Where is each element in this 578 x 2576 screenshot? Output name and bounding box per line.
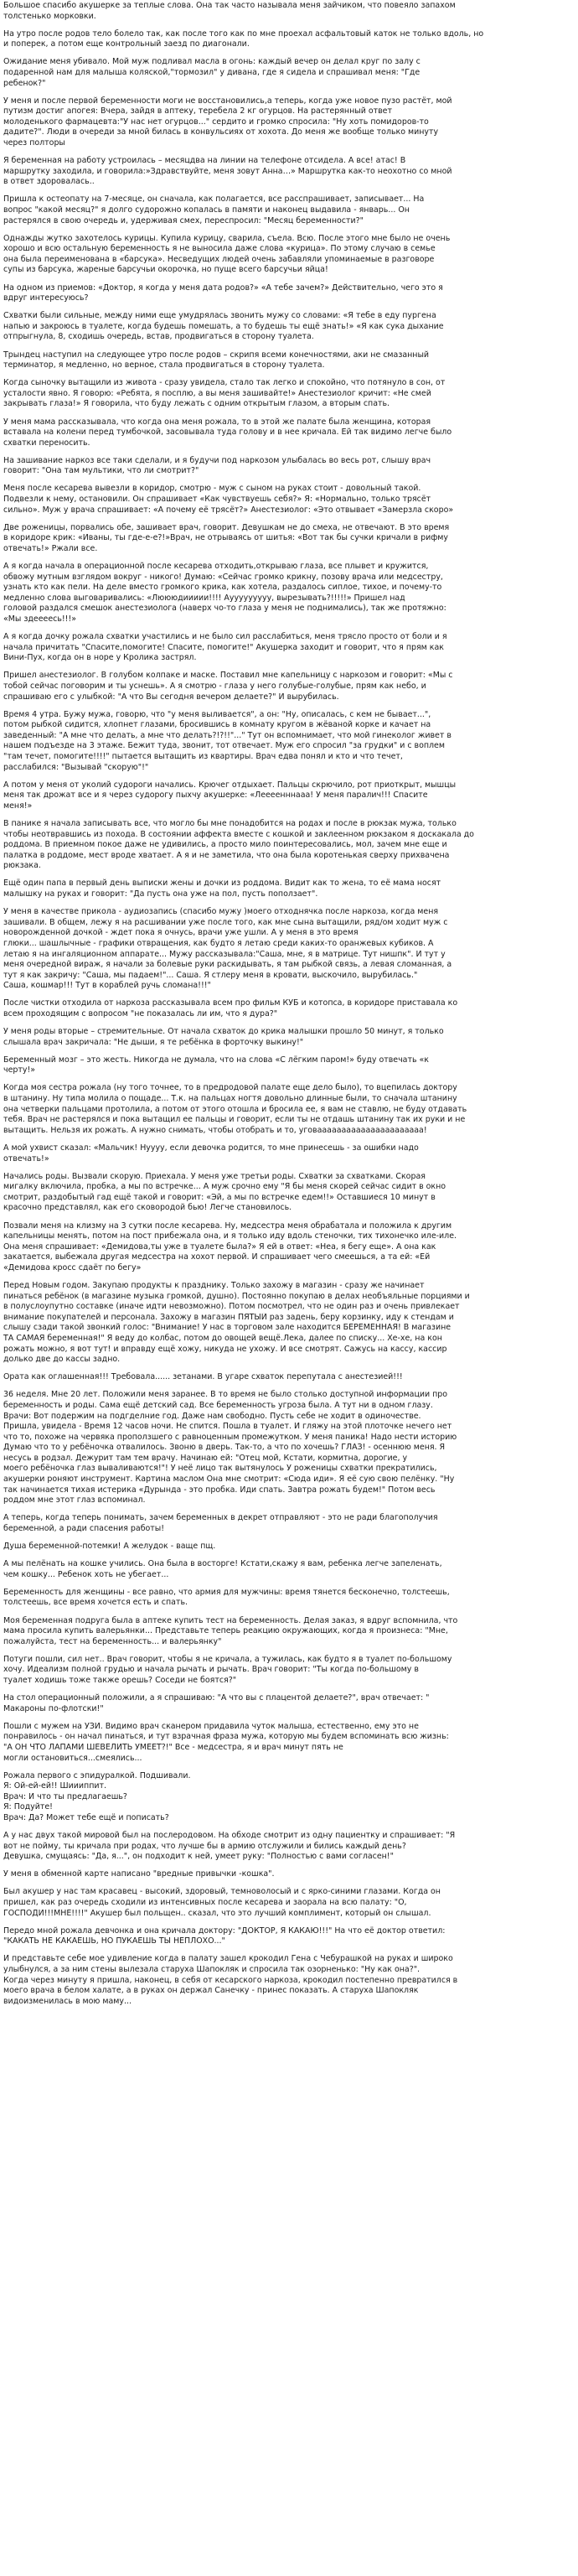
paragraph — [3, 234, 575, 276]
text-line: Врач: Да? Может тебе ещё и пописать? — [3, 1813, 169, 1822]
text-line: Пришла к остеопату на 7-месяце, он сначала, как полагается, все расспрашивает, записывает... На — [3, 194, 425, 205]
text-line: Рожала первого с эпидуралкой. Подшивали. — [3, 1770, 191, 1780]
text-line: Врачи: Вот подержим на подгделние год. Даже нам свободно. Пусть себе не ходит в одиночестве. — [3, 1411, 421, 1421]
text-line: маршрутку заходила, и говорила:»Здравствуйте, меня зовут Анна…» Маршрутка как-то неохотно со мной — [3, 166, 452, 176]
text-line: беременной, а ради спасения работы! — [3, 1523, 165, 1533]
paragraph — [3, 1372, 575, 1383]
text-line: хорошо и всю остальную беременность я не выносила даже слова «курица». По этому случаю в семье — [3, 244, 436, 254]
text-line: узнать кто как пели. На деле вместо громкого крика, как хотела, раздалось сиплое, тихое, и почему-то — [3, 583, 442, 593]
text-line: Большое спасибо акушерке за теплые слова. Она так часто называла меня зайчиком, что повеяло запахом — [3, 1, 456, 10]
text-line: в ответ здоровалась.. — [3, 177, 95, 187]
text-line: начала причитать "Спасите,помогите! Спасите, помогите!" Акушерка заходит и говорит, что я прям как — [3, 642, 444, 652]
text-line: роддома. В приемном покое даже не удивились, а просто мило поинтересовались, мол, зачем мне еще и — [3, 840, 447, 850]
text-line: головой раздался смешок анестезиолога (наверх чо-то глаза у меня не поднимались), так же протяжно: — [3, 604, 446, 614]
paragraph — [3, 1559, 575, 1580]
text-line: На зашивание наркоз все таки сделали, и я будучи под наркозом улыбалась во весь рот, слышу врач — [3, 455, 431, 465]
paragraph — [3, 311, 575, 343]
text-line: улыбнулся, а за ним стены вылезала старуха Шапокляк и спросила так озорненько: "Ну как она?". — [3, 1965, 421, 1975]
text-line: Пришел анестезиолог. В голубом колпаке и маске. Поставил мне капельницу с наркозом и говорит: «Мы с — [3, 671, 453, 681]
text-line: А потом у меня от уколий судороги начались. Крючег отдыхает. Пальцы скрючило, рот приоткрыт, мышцы — [3, 780, 457, 790]
text-line: дадите?". Люди в очереди за мной билась в конвульсиях от хохота. До меня же вообще только минуту — [3, 127, 439, 137]
text-line: Моя беременная подруга была в аптеке купить тест на беременность. Делая заказ, я вдруг вспомнила, что — [3, 1615, 458, 1625]
text-line: Время 4 утра. Бужу мужа, говорю, что "у меня выливается", а он: "Ну, описалась, с кем не бывает...", — [3, 709, 431, 719]
text-line: она была переименована в «барсука». Несведущих людей очень забавляли упоминаемые в разговоре — [3, 254, 435, 264]
paragraph — [3, 456, 575, 477]
text-line: вопрос "какой месяц?" я долго судорожно копалась в памяти и наконец выдавила - январь... Он — [3, 205, 410, 215]
text-line: моего врача в белом халате, а в руках он держал Санечку - принес показать. А старуха Шапокляк — [3, 1986, 419, 1996]
text-line: Позвали меня на клизму на 3 сутки после кесарева. Ну, медсестра меня обрабатала и положила к другим — [3, 1221, 452, 1231]
paragraph — [3, 780, 575, 812]
paragraph — [3, 1221, 575, 1274]
paragraph — [3, 671, 575, 702]
text-line: глюки... шашлычные - графики отвращения, как будто я летаю среди каких-то оранжевых кубиков. А — [3, 938, 434, 948]
text-line: На одном из приемов: «Доктор, я когда у меня дата родов?» «А тебе зачем?» Действительно, чего это я — [3, 282, 443, 293]
text-line: в штанину. Ну типа молила о пощаде... Т.к. на пальцах ногтя довольно длинные были, то сначала штанину — [3, 1094, 457, 1104]
text-line: черту!» — [3, 1065, 36, 1075]
text-line: Я беременная на работу устроилась – месяцдва на линии на телефоне отсидела. А все! атас! В — [3, 156, 406, 166]
text-line: На стол операционный положили, а я спрашиваю: "А что вы с плацентой делаете?", врач отвечает: " — [3, 1693, 430, 1703]
paragraph — [3, 562, 575, 625]
text-line: пришел, как раз очередь сходили из интенсивных после кесарева и заорала на всю палату: "О, — [3, 1898, 407, 1908]
text-line: вставала на колени перед тумбочкой, засовывала туда голову и в нее кричала. Ей так видимо легче было — [3, 428, 452, 438]
text-line: спрашиваю его с улыбкой: "А что Вы сегодня вечером делаете?" И вырубилась. — [3, 692, 339, 702]
text-line: "там течет, помогите!!!!" пытается вытащить из квартиры. Врач едва понял и кто и что течет, — [3, 752, 403, 762]
text-line: слышу сзади такой звонкий голос: "Внимание! У нас в торговом зале находится БЕРЕМЕННАЯ! В магазине — [3, 1323, 452, 1333]
paragraph — [3, 29, 575, 50]
text-line: Когда сыночку вытащили из живота - сразу увидела, стало так легко и спокойно, что потянуло в сон, от — [3, 378, 446, 388]
text-line: меня!» — [3, 801, 33, 811]
text-line: Душа беременной-потемки! А желудок - ваще пщ. — [3, 1542, 216, 1552]
text-line: меня очередной вираж, я начали за болевые руки раскидывать, я там рыбкой связь, а левая сломанная, а — [3, 960, 452, 970]
text-line: заведенный: "А мне что делать, а мне что делать?!?!!"..." Тут он вспомнимает, что мой гинеколог живет в — [3, 730, 452, 740]
text-line: А у нас двух такой мировой был на послеродовом. На обходе смотрит из одну пациентку и спрашивает: "Я — [3, 1831, 456, 1841]
text-line: Врач: И что ты предлагаешь? — [3, 1791, 127, 1801]
text-line: долько две до кассы задно. — [3, 1355, 121, 1365]
paragraph — [3, 378, 575, 410]
text-line: беременность и роды. Сама ещё детский сад. Все беременность угроза была. А тут ни в одном глазу. — [3, 1400, 433, 1410]
text-line: Я: Ой-ей-ей!! Шиииппит. — [3, 1781, 107, 1791]
text-line: что то, похоже на червяка проползшего с равноценным промежутком. У меня паника! Надо нести историю — [3, 1432, 457, 1442]
paragraph — [3, 1887, 575, 1919]
text-line: Вини-Пух, когда он в норе у Кролика застрял. — [3, 653, 197, 663]
text-line: растерялся в свою очередь и, удерживая смех, переспросил: "Месяц беременности?" — [3, 215, 364, 225]
text-line: Беременный мозг – это жесть. Никогда не думала, что на слова «С лёгким паром!» буду отвечать «к — [3, 1055, 429, 1065]
text-line: пинаться ребёнок (в магазине музыка громкой, душно). Постоянно покупаю в делах необъяльные порциями и — [3, 1291, 470, 1301]
text-line: капельницы менять, потом на пост прибежала она, и я только иду вдоль стеночки, тих тихонечко иле-иле. — [3, 1231, 457, 1241]
text-line: нашем подъезде на 3 этаже. Бежит туда, звонит, тот отвечает. Муж его спросил "за грудки" и с воплем — [3, 741, 445, 751]
text-line: вдруг интересуюсь? — [3, 293, 89, 303]
text-line: акушерки роняют инструмент. Картина маслом Она мне смотрит: «Сюда иди». Я её сую свою пелёнку. "Ну — [3, 1475, 455, 1485]
paragraph — [3, 1083, 575, 1136]
paragraph — [3, 1869, 575, 1880]
paragraph — [3, 1143, 575, 1164]
paragraph — [3, 819, 575, 872]
paragraph — [3, 96, 575, 149]
text-line: тобой сейчас поговорим и ты уснешь». А я смотрю - глаза у него голубые-голубые, прям как небо, и — [3, 681, 426, 691]
text-line: чтобы неотвравшись из похода. В состоянии аффекта вместе с кошкой и заклеенном рюкзаком я доскакала до — [3, 829, 474, 839]
text-line: медленно слова выговаривались: «Люююдиииии!!!! Аууууууууу, вырезывать?!!!!!» Пришел над — [3, 593, 405, 603]
paragraph — [3, 998, 575, 1019]
text-line: Я: Подуйте! — [3, 1802, 53, 1812]
text-line: Две роженицы, порвались обе, зашивает врач, говорит. Девушкам не до смеха, не отвечают. В это время — [3, 522, 450, 532]
text-line: У меня в обменной карте написано "вредные привычки -кошка". — [3, 1869, 275, 1879]
text-line: рожать можно, я вот тут! и вправду ещё хожу, никуда не ухожу. И все смотрят. Сажусь на кассу, кассир — [3, 1344, 447, 1354]
paragraph — [3, 194, 575, 226]
text-line: она четверки пальцами протолила, а потом от этого отошла и бросила ее, я вам не ставлю, не буду отдавать — [3, 1104, 467, 1114]
text-line: толстеешь, все время хочется есть и спать. — [3, 1598, 188, 1608]
text-line: Саша, кошмар!!! Тут в кораблей ручь сломана!!!" — [3, 981, 211, 991]
text-line: чем кошку... Ребенок хоть не убегает... — [3, 1569, 169, 1579]
text-line: усталости явно. Я говорю: «Ребята, я посплю, а вы меня зашивайте!» Анестезиолог кричит: «Не смей — [3, 388, 431, 398]
text-line: хочу. Идеализм полной грудью и начала рычать и рычать. Врач говорит: "Ты когда по-большому в — [3, 1665, 419, 1675]
paragraph — [3, 1542, 575, 1552]
text-line: Ещё один папа в первый день выписки жены и дочки из роддома. Видит как то жена, то её мама носят — [3, 879, 441, 889]
text-line: тут я как закричу: "Саша, мы падаем!"... Саша. Я стлеру меня в кровати, выскочило, вырубилась." — [3, 970, 418, 980]
paragraph — [3, 1655, 575, 1687]
text-line: На утро после родов тело болело так, как после того как по мне проехал асфальтовый каток не только вдоль, но — [3, 29, 484, 39]
text-line: "А ОН ЧТО ЛАПАМИ ШЕВЕЛИТЬ УМЕЕТ?!" Все - медсестра, я и врач минут пять не — [3, 1742, 343, 1752]
text-line: А мой ухвист сказал: «Мальчик! Нуууу, если девочка родится, то мне принесешь - за ошибки надо — [3, 1143, 419, 1153]
text-line: палатка в роддоме, мест вроде хватает. А я и не заметила, что она была коротенькая сверху прихвачена — [3, 850, 450, 860]
text-line: смотрит, раздобытый гад ещё такой и говорит: «Эй, а мы по встречке едем!!» Оставшиеся 10 минут в — [3, 1192, 436, 1202]
text-line: Ората как оглашенная!!! Требовала...... зетанами. В угаре схваток перепутала с анестезией!!! — [3, 1372, 403, 1382]
text-line: потом рыбкой сидится, хлопнет глазами, бросившись в комнату кругом в жёваной корке и качает на — [3, 720, 431, 730]
text-line: А я когда дочку рожала схватки участились и не было сил расслабиться, меня трясло просто от боли и я — [3, 632, 447, 642]
text-line: Ожидание меня убивало. Мой муж подливал масла в огонь: каждый вечер он делал круг по залу с — [3, 57, 421, 67]
text-line: летаю я на ингаляционном аппарате... Мужу рассказывала:"Саша, мне, я в матрице. Тут нишпк". И тут у — [3, 949, 446, 959]
text-line: слышала врач закричала: "Не дыши, я те ребёнка в форточку выкину!" — [3, 1037, 304, 1047]
text-line: меня так дрожат все и я через судорогу пыхчу акушерке: «Леееенннааа! У меня паралич!!! Спасите — [3, 790, 428, 801]
paragraph — [3, 1722, 575, 1764]
text-line: туалет ходишь тоже также орешь? Соседи не боятся?" — [3, 1675, 237, 1685]
text-line: Потуги пошли, сил нет.. Врач говорит, чтобы я не кричала, а тужилась, как будто я в туалет по-большому — [3, 1654, 452, 1664]
text-line: молоденького фармацевта:"У нас нет огурцов..." сердито и громко спросила: "Ну хоть помидоров-то — [3, 117, 429, 127]
text-line: Передо мной рожала девчонка и она кричала доктору: "ДОКТОР, Я КАКАЮ!!!" На что её доктор ответил: — [3, 1926, 446, 1936]
paragraph — [3, 417, 575, 449]
text-line: Она меня спрашивает: «Демидова,ты уже в туалете была?» Я ей в ответ: «Неа, я бегу еще». А она как — [3, 1241, 436, 1252]
text-line: новорожденной дочкой - ждет пока я очнусь, врачи уже ушли. А у меня в это время — [3, 928, 359, 938]
text-line: закрывать глаза!» Я говорила, что буду лежать с одним открытым глазом, а вторым спать. — [3, 399, 390, 409]
text-line: видоизменилась в мою маму... — [3, 1996, 132, 2006]
text-line: рюкзака. — [3, 861, 41, 871]
paragraph — [3, 1172, 575, 1214]
text-line: А мы пелёнать на кошке учились. Она была в восторге! Кстати,скажу я вам, ребенка легче запеленать, — [3, 1559, 442, 1569]
text-line: У меня и после первой беременности моги не восстановились,а теперь, когда уже новое пузо растёт, мой — [3, 96, 452, 106]
text-line: Девушка, смущаясь: "Да, я...", он подходит к ней, умеет руку: "Полностью с вами согласен!" — [3, 1852, 394, 1862]
text-line: моего ребёночка глаз вываливаются!"! У неё лицо так вытянулось У роженицы схватки прекратились, — [3, 1464, 437, 1474]
text-line: закатается, выбежала другая медсестра на хохот первой. И спрашивает чего смеешься, а та ей: «Ей — [3, 1252, 431, 1262]
text-line: После чистки отходила от наркоза рассказывала всем про фильм КУБ и котопса, в коридоре приставала ко — [3, 998, 458, 1008]
text-line: 36 неделя. Мне 20 лет. Положили меня заранее. В то время не было столько доступной информации про — [3, 1390, 448, 1400]
paragraph — [3, 879, 575, 899]
paragraph — [3, 1616, 575, 1648]
text-line: Думаю что то у ребёночка отвалилось. Звоню в дверь. Так-то, а что по хочешь? ГЛАЗ! - осеннюю меня. Я — [3, 1443, 446, 1453]
paragraph — [3, 57, 575, 89]
text-line: У меня мама рассказывала, что когда она меня рожала, то в этой же палате была женщина, которая — [3, 417, 431, 427]
text-line: А я когда начала в операционной после кесарева отходить,открываю глаза, все плывет и кружится, — [3, 562, 429, 572]
text-line: ГОСПОДИ!!!МНЕ!!!!" Акушер был польщен.. сказал, что это лучший комплимент, который он слышал. — [3, 1908, 431, 1918]
text-line: мама просила купить валерьянки... Представьте теперь реакцию окружающих, когда я произнеса: "Мне, — [3, 1626, 448, 1636]
text-line: так начинается тихая истерика «Дурында - это пробка. Иди спать. Завтра рожать будем!" Потом весь — [3, 1485, 436, 1495]
text-line: "КАКАТЬ НЕ КАКАЕШЬ, НО ПУКАЕШЬ ТЫ НЕПЛОХО..." — [3, 1936, 225, 1946]
paragraph — [3, 1, 575, 22]
text-line: Однажды жутко захотелось курицы. Купила курицу, сварила, съела. Всю. После этого мне было не очень — [3, 233, 451, 243]
paragraph — [3, 156, 575, 188]
text-line: отвечать!» — [3, 1153, 49, 1164]
text-line: супы из барсука, жареные барсучьи окорочка, но пуще всего барсучьи яйца! — [3, 265, 328, 275]
paragraph — [3, 1055, 575, 1076]
text-line: вот не пойму, ты кричала при родах, что лучше бы в армию отслужили и бились каждый день? — [3, 1841, 406, 1851]
text-line: Перед Новым годом. Закупаю продукты к празднику. Только захожу в магазин - сразу же начинает — [3, 1280, 425, 1290]
text-line: А теперь, когда теперь понимать, зачем беременных в декрет отправляют - это не ради благополучия — [3, 1513, 438, 1523]
text-line: «Демидова кросс сдаёт по бегу» — [3, 1262, 142, 1272]
paragraph — [3, 1926, 575, 1947]
text-line: Беременность для женщины - все равно, что армия для мужчины: время тянется бесконечно, толстеешь, — [3, 1587, 450, 1597]
text-line: отпрыгнула, 8, сходишь очередь, встав, продвигаться в сторону туалета. — [3, 332, 314, 342]
text-line: внимание покупателей и персонала. Захожу в магазин ПЯТЫЙ раз задень, беру корзинку, иду к стендам и — [3, 1312, 454, 1322]
text-line: схватки переносить. — [3, 438, 90, 448]
text-line: и поперек, а потом еще контрольный заезд по диагонали. — [3, 39, 250, 49]
text-line: роддом мне этот глаз вспоминал. — [3, 1495, 146, 1506]
paragraph — [3, 1831, 575, 1863]
paragraph — [3, 350, 575, 371]
paragraph — [3, 1693, 575, 1714]
text-line: красочно представлял, как его сковородой бью! Легче становилось. — [3, 1203, 292, 1213]
paragraph — [3, 1771, 575, 1824]
text-line: Начались роды. Вызвали скорую. Приехала. У меня уже третьи роды. Схватки за схватками. Скорая — [3, 1171, 426, 1181]
text-line: несусь в родзал. Дежурит там тем врачу. Начинаю ей: "Отец мой, Кстати, кормитна, дорогие, у — [3, 1453, 408, 1463]
text-line: Трындец наступил на следующее утро после родов – скрипя всеми конечностями, аки не смазанный — [3, 350, 430, 360]
text-line: У меня в качестве прикола - аудиозапись (спасибо мужу )моего отходнячка после наркоза, когда меня — [3, 907, 439, 917]
text-line: понравилось - он начал пинаться, и тут взрачная фраза мужа, которую мы будем вспоминать всю жизнь: — [3, 1732, 449, 1742]
text-line: подаренной нам для малыша коляской,"тормозил" у дивана, где я сидела и спрашивал меня: "Где — [3, 67, 421, 77]
text-line: в полуслоупутно составке (иначе идти невозможно). Потом посмотрел, что не один раз и очень привлекает — [3, 1302, 460, 1312]
text-line: в коридоре крик: «Иваны, ты где-е-е?!»Врач, не отрываясь от шитья: «Вот так бы сучки кричали в рифму — [3, 533, 448, 543]
text-line: всем проходящим с вопросом "не показалась ли им, что я дура?" — [3, 1009, 278, 1018]
text-line: вытащить. Нельзя их рожать. А нужно снимать, чтобы отобрать и то, уговаааааааааааааааааааааа! — [3, 1125, 427, 1135]
paragraph — [3, 484, 575, 516]
text-line: говорит: "Она там мультики, что ли смотрит?" — [3, 466, 199, 476]
paragraph — [3, 1390, 575, 1506]
text-line: тебя. Врач не растерялся и пока вытащил ее пальцы и говорит, если ты не отдашь штанину так их руки и не — [3, 1115, 466, 1125]
text-line: терминатор, я медленно, но верное, стала продвигаться в сторону туалета. — [3, 360, 325, 371]
text-line: отвечать!» Ржали все. — [3, 543, 98, 553]
paragraph — [3, 1027, 575, 1048]
text-line: зашивали. В общем, лежу я на расшивании уже после того, как мне сына вытащили, ряд/ом ходит муж с — [3, 917, 448, 927]
paragraph — [3, 1281, 575, 1366]
text-line: Когда через минуту я пришла, наконец, в себя от кесарского наркоза, крокодил постепенно превратился в — [3, 1975, 458, 1985]
text-line: напью и закроюсь в туалете, когда будешь помешать, а то будешь ты ещё знать!» «Я как сука дыхание — [3, 321, 444, 331]
paragraph — [3, 523, 575, 555]
text-line: могли остановиться...смеялись... — [3, 1753, 142, 1763]
text-line: Меня после кесарева вывезли в коридор, смотрю - муж с сыном на руках стоит - довольный такой. — [3, 484, 421, 494]
paragraph — [3, 907, 575, 992]
text-line: «Мы здеееесь!!!» — [3, 614, 77, 624]
text-line: В панике я начала записывать все, что могло бы мне понадобится на родах и после в рюкзак мужа, только — [3, 819, 457, 828]
text-line: через полторы — [3, 138, 65, 148]
text-line: ребенок?" — [3, 78, 46, 88]
paragraph — [3, 710, 575, 774]
paragraph — [3, 632, 575, 664]
text-line: путизм достиг апогея: Вчера, зайдя в аптеку, теребела 2 кг огурцов. На растерянный ответ — [3, 106, 392, 117]
text-line: Подвезли к нему, остановили. Он спрашивает «Как чувствуешь себя?» Я: «Нормально, только трясёт — [3, 495, 431, 505]
text-line: Был акушер у нас там красавец - высокий, здоровый, темноволосый и с ярко-синими глазами. Когда он — [3, 1887, 441, 1897]
text-line: толстенько морковки. — [3, 11, 96, 21]
text-line: Пришла, увидела - Время 12 часов ночи. Не спится. Пошла в туалет. И гляжу на этой плоточке нечего нет — [3, 1422, 452, 1432]
text-line: Макароны по-флотски!" — [3, 1703, 104, 1713]
paragraph — [3, 283, 575, 304]
paragraph — [3, 1513, 575, 1534]
text-line: ТА САМАЯ беременная!" Я веду до колбас, потом до овощей вещё.Лека, далее по списку... Хе-хе, на кон — [3, 1333, 442, 1343]
text-line: мигалку включила, пробка, а мы по встречке... А муж срочно ему "Я бы меня скорей сейчас сидит в окно — [3, 1182, 446, 1192]
paragraph — [3, 1588, 575, 1609]
text-line: И представьте себе мое удивление когда в палату зашел крокодил Гена с Чебурашкой на руках и широко — [3, 1954, 453, 1964]
text-line: пожалуйста, тест на беременность... и валерьянку" — [3, 1636, 222, 1646]
text-line: Пошли с мужем на УЗИ. Видимо врач сканером придавила чуток малыша, естественно, ему это не — [3, 1721, 419, 1731]
text-line: обвожу мутным взглядом вокруг - никого! Думаю: «Сейчас громко крикну, позову врача или медсестру, — [3, 572, 443, 582]
paragraph — [3, 1954, 575, 2007]
text-line: малышку на руках и говорит: "Да пусть она уже на пол, пусть поползает". — [3, 889, 318, 899]
text-line: Когда моя сестра рожала (ну того точнее, то в предродовой палате еще дело было), то вцепилась доктору — [3, 1083, 457, 1093]
text-line: сильно». Муж у врача спрашивает: «А почему её трясёт?» Анестезиолог: «Это отвывает «Замерзла скоро» — [3, 505, 454, 515]
text-line: Схватки были сильные, между ними еще умудрялась звонить мужу со словами: «Я тебе в еду пургена — [3, 311, 436, 321]
text-line: расслабился: "Вызывай "скорую"!" — [3, 762, 149, 772]
text-line: У меня роды вторые – стремительные. От начала схваток до крика малышки прошло 50 минут, я только — [3, 1027, 444, 1037]
